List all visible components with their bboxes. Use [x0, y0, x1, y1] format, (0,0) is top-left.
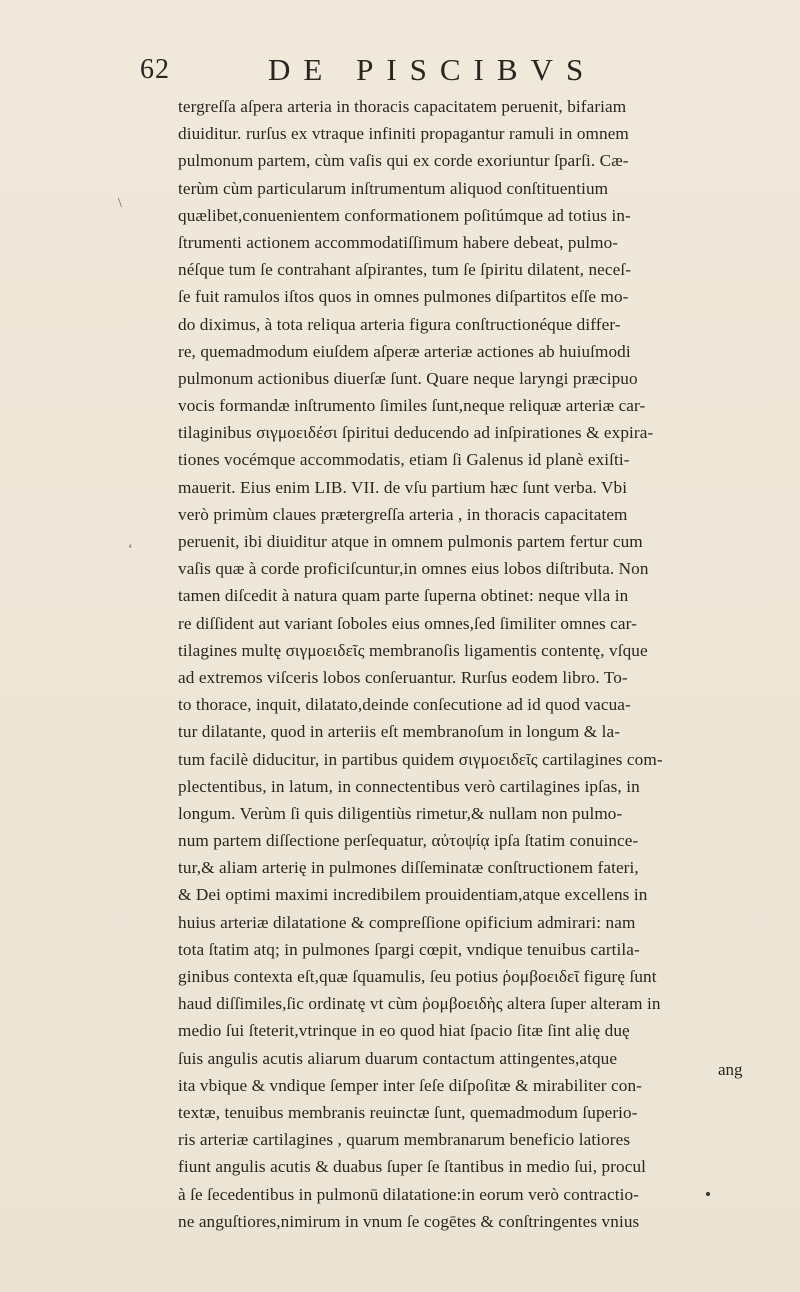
text-line: pulmonum actionibus diuerſæ ſunt. Quare neque laryngi præcipuo — [178, 368, 638, 388]
text-line: tiones vocémque accommodatis, etiam ſi Galenus id planè exiſti- — [178, 450, 630, 470]
text-line: haud diſſimiles,ſic ordinatę vt cùm ῥομβοειδὴς altera ſuper alteram in — [178, 994, 661, 1014]
text-line: néſque tum ſe contrahant aſpirantes, tum ſe ſpiritu dilatent, neceſ- — [178, 260, 632, 280]
text-line: to thorace, inquit, dilatato,deinde conſecutione ad id quod vacua- — [178, 695, 631, 715]
text-line: tur dilatante, quod in arteriis eſt membranoſum in longum & la- — [178, 722, 621, 742]
text-line: & Dei optimi maximi incredibilem prouidentiam,atque excellens in — [178, 885, 648, 905]
page-header — [140, 52, 740, 92]
margin-mark-icon: \ — [118, 196, 122, 211]
text-line: re, quemadmodum eiuſdem aſperæ arteriæ actiones ab huiuſmodi — [178, 341, 631, 361]
text-line: quælibet,conuenientem conformationem poſitúmque ad totius in- — [178, 205, 631, 225]
ink-dot-icon — [706, 1192, 710, 1196]
text-line: verò primùm claues prætergreſſa arteria , in thoracis capacitatem — [178, 504, 628, 524]
text-line: longum. Verùm ſi quis diligentiùs rimetur,& nullam non pulmo- — [178, 803, 623, 823]
text-line: peruenit, ibi diuiditur atque in omnem pulmonis partem fertur cum — [178, 532, 643, 551]
text-line: huius arteriæ dilatatione & compreſſione opificium admirari: nam — [178, 912, 636, 932]
catchword: ang — [718, 1060, 743, 1079]
text-line: pulmonum partem, cùm vaſis qui ex corde exoriuntur ſparſi. Cæ- — [178, 151, 629, 171]
text-line: vaſis quæ à corde proficiſcuntur,in omnes eius lobos diſtributa. Non — [178, 559, 649, 579]
body-text — [178, 93, 758, 1235]
text-line: do diximus, à tota reliqua arteria figura conſtructionéque differ- — [178, 314, 621, 334]
text-line: ris arteriæ cartilagines , quarum membranarum beneficio latiores — [178, 1130, 631, 1150]
text-line: mauerit. Eius enim LIB. VII. de vſu partium hæc ſunt verba. Vbi — [178, 477, 628, 497]
text-line: vocis formandæ inſtrumento ſimiles ſunt,neque reliquæ arteriæ car- — [178, 396, 646, 416]
text-line: fiunt angulis acutis & duabus ſuper ſe ſtantibus in medio ſui, procul — [178, 1157, 647, 1177]
text-line: tilagines multę σιγμοειδεῖς membranoſis ligamentis contentę, vſque — [178, 640, 648, 660]
text-line: ginibus contexta eſt,quæ ſquamulis, ſeu potius ῥομβοειδεῖ figurę ſunt — [178, 967, 657, 986]
text-line: tamen diſcedit à natura quam parte ſuperna obtinet: neque vlla in — [178, 586, 629, 606]
text-line: tum facilè diducitur, in partibus quidem σιγμοειδεῖς cartilagines com- — [178, 749, 663, 769]
page-number: 62 — [140, 54, 170, 85]
text-line: à ſe ſecedentibus in pulmonū dilatatione:in eorum verò contractio- — [178, 1184, 639, 1204]
running-title: DE PISCIBVS — [268, 52, 597, 87]
text-line: ita vbique & vndique ſemper inter ſeſe diſpoſitæ & mirabiliter con- — [178, 1075, 642, 1095]
text-line: terùm cùm particularum inſtrumentum aliquod conſtituentium — [178, 178, 609, 198]
text-line: diuiditur. rurſus ex vtraque infiniti propagantur ramuli in omnem — [178, 124, 629, 144]
text-line: textæ, tenuibus membranis reuinctæ ſunt, quemadmodum ſuperio- — [178, 1102, 638, 1122]
text-line: ne anguſtiores,nimirum in vnum ſe cogētes & conſtringentes vnius — [178, 1211, 640, 1231]
text-line: ſe fuit ramulos iſtos quos in omnes pulmones diſpartitos eſſe mo- — [178, 287, 629, 307]
text-line: tota ſtatim atq; in pulmones ſpargi cœpit, vndique tenuibus cartila- — [178, 939, 640, 959]
text-line: tilaginibus σιγμοειδέσι ſpiritui deducendo ad inſpirationes & expira- — [178, 423, 654, 443]
text-line: medio ſui ſteterit,vtrinque in eo quod hiat ſpacio ſitæ ſint alię duę — [178, 1021, 630, 1041]
text-line: ſuis angulis acutis aliarum duarum contactum attingentes,atque — [178, 1048, 618, 1068]
text-line: ſtrumenti actionem accommodatiſſimum habere debeat, pulmo- — [178, 232, 619, 252]
text-line: tur,& aliam arterię in pulmones diſſeminatæ conſtructionem fateri, — [178, 858, 639, 878]
text-line: ad extremos viſceris lobos conſeruantur. Rurſus eodem libro. To- — [178, 667, 628, 687]
text-line: re diſſident aut variant ſoboles eius omnes,ſed ſimiliter omnes car- — [178, 613, 637, 633]
margin-mark-icon: ‘ — [128, 542, 133, 557]
text-line: num partem diſſectione perſequatur, αὐτοψίᾳ ipſa ſtatim conuince- — [178, 831, 639, 851]
text-line: plectentibus, in latum, in connectentibus verò cartilagines ipſas, in — [178, 776, 640, 796]
text-line: tergreſſa aſpera arteria in thoracis capacitatem peruenit, bifariam — [178, 97, 627, 116]
